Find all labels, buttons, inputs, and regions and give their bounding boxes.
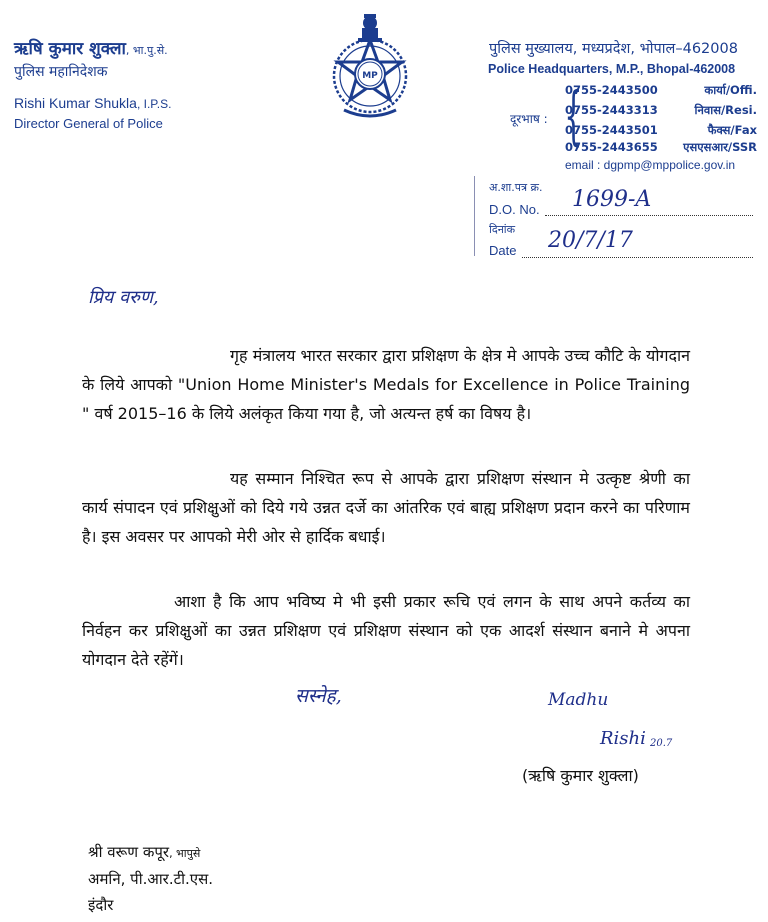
date-line [522, 256, 753, 258]
phone-label-type: निवास/Resi. [694, 103, 757, 117]
phone-label-type: एसएसआर/SSR [683, 140, 757, 154]
phone-number: 0755-2443655 [565, 140, 658, 154]
sender-block [14, 36, 171, 131]
do-corner-line [474, 176, 475, 256]
phone-row [565, 83, 757, 98]
phone-number: 0755-2443500 [565, 83, 658, 97]
phone-row [565, 103, 757, 118]
date-label-en: Date [489, 243, 517, 258]
phone-row [565, 140, 757, 155]
sender-designation-hindi: पुलिस महानिदेशक [14, 64, 108, 80]
body-paragraph-3: आशा है कि आप भविष्य मे भी इसी प्रकार रूचि एवं लगन के साथ अपने कर्तव्य का निर्वहन कर प्रशिक्षुओं का उन्नत प्रशिक्षण एवं प्रशिक्षण संस्थान को एक आदर्श संस्थान बनाने मे अपना योगदान देते रहेंगें। [82, 592, 690, 669]
hq-address-en: Police Headquarters, M.P., Bhopal-462008 [488, 62, 736, 76]
phone-row [565, 123, 757, 138]
date-value: 20/7/17 [548, 228, 633, 253]
phone-brace: { [564, 79, 583, 153]
body-paragraph-2: यह सम्मान निश्चित रूप से आपके द्वारा प्रशिक्षण संस्थान मे उत्कृष्ट श्रेणी का कार्य संपादन एवं प्रशिक्षुओं को दिये गये उन्नत दर्जे का आंतरिक एवं बाह्य प्रशिक्षण प्रदान करने का परिणाम है। इस अवसर पर आपको मेरी ओर से हार्दिक बधाई। [82, 469, 690, 546]
addressee-name [88, 842, 200, 862]
do-label-en: D.O. No. [489, 202, 540, 217]
closing: सस्नेह, [295, 685, 342, 707]
sender-name-hindi: ऋषि कुमार शुक्ला [14, 39, 126, 59]
sender-ips-hindi: , भा.पु.से. [125, 44, 168, 57]
sender-name-en: Rishi Kumar Shukla [14, 95, 137, 111]
sender-designation-en: Director General of Police [14, 116, 163, 131]
emblem-text: MP [362, 71, 378, 81]
sender-ips-en: , I.P.S. [136, 97, 172, 111]
do-number-value: 1699-A [572, 187, 652, 212]
body-paragraph-1: गृह मंत्रालय भारत सरकार द्वारा प्रशिक्षण के क्षेत्र मे आपके उच्च कौटि के योगदान के लिये आपको "Union Home Minister's Medals for Excellence in Police Training " वर्ष 2015–16 के लिये अलंकृत किया गया है, जो अत्यन्त हर्ष का विषय है। [82, 346, 690, 423]
phone-number: 0755-2443501 [565, 123, 658, 137]
phone-label-type: कार्या/Offi. [704, 83, 757, 97]
addressee-name-text: श्री वरूण कपूर [88, 843, 170, 861]
mp-police-emblem-icon [318, 10, 422, 124]
hq-address-hindi: पुलिस मुख्यालय, मध्यप्रदेश, भोपाल–462008 [489, 41, 738, 57]
signatory-name: (ऋषि कुमार शुक्ला) [522, 766, 639, 785]
hq-email: email : dgpmp@mppolice.gov.in [565, 158, 736, 172]
addressee-line3: इंदौर [88, 896, 114, 914]
addressee-line2: अमनि, पी.आर.टी.एस. [88, 870, 213, 888]
phone-label-type: फैक्स/Fax [707, 123, 757, 137]
signature-scribble-top: Madhu [548, 690, 609, 710]
phone-label: दूरभाष : [510, 112, 548, 126]
phone-number: 0755-2443313 [565, 103, 658, 117]
addressee-suffix: , भापुसे [169, 847, 201, 860]
date-label-hindi: दिनांक [489, 223, 516, 236]
signature-scribble: Rishi [600, 728, 646, 749]
salutation: प्रिय वरुण, [88, 287, 159, 308]
signature-date: 20.7 [650, 738, 673, 749]
do-label-hindi: अ.शा.पत्र क्र. [489, 181, 543, 194]
do-number-line [545, 214, 753, 216]
